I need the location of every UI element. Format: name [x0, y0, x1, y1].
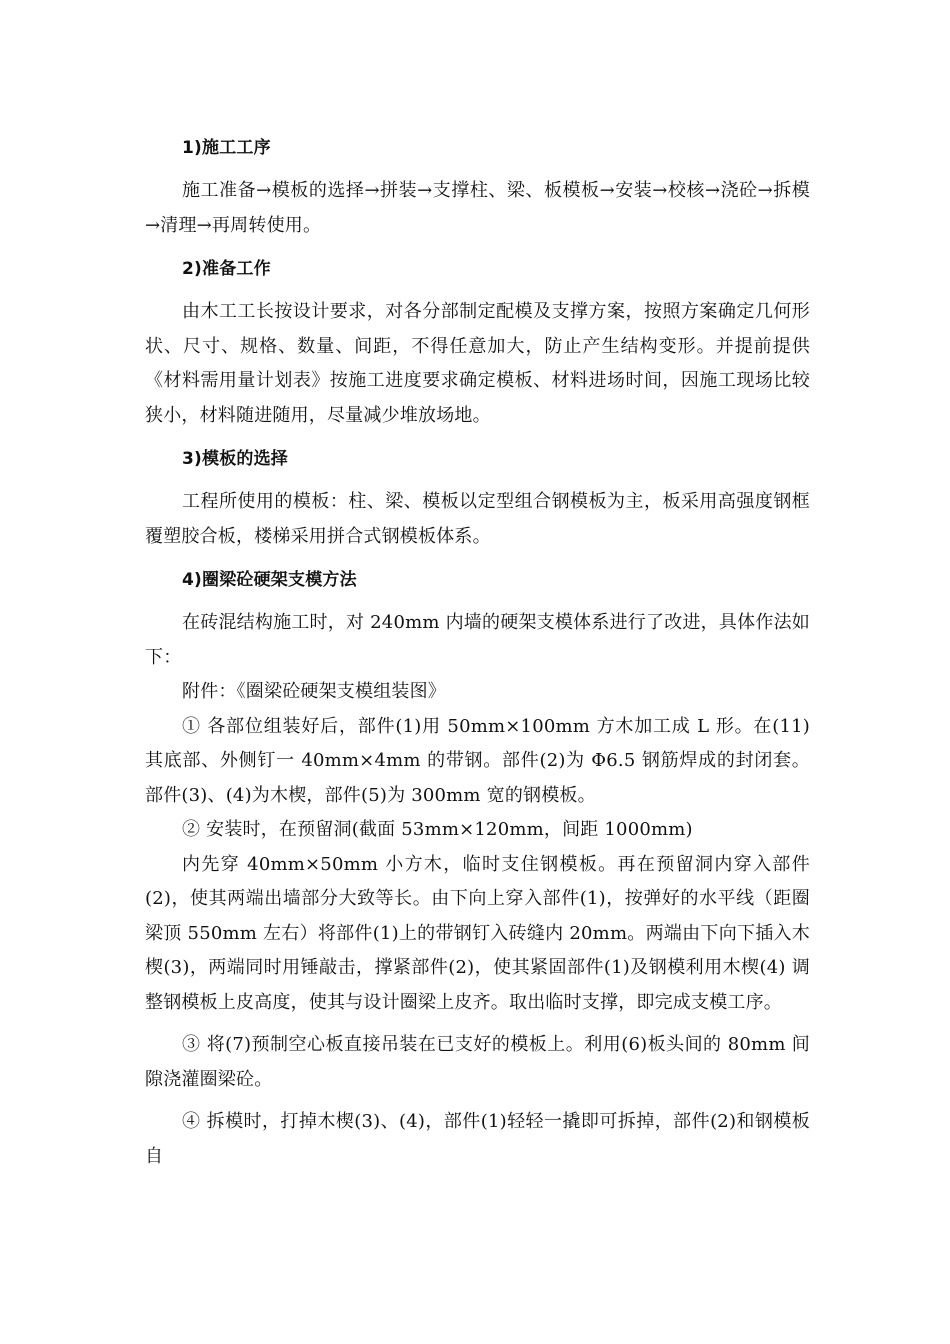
- paragraph-step-2-detail: 内先穿 40mm×50mm 小方木，临时支住钢模板。再在预留洞内穿入部件(2)，使其两端出墙部分大致等长。由下向上穿入部件(1)，按弹好的水平线（距圈梁顶 550mm 左右）将部件(1)上的带钢钉入砖缝内 20mm。两端由下向下插入木楔(3)，两端同时用锤敲击，撑紧部件(2)，使其紧固部件(1)及钢模利用木楔(4) 调整钢模板上皮高度，使其与设计圈梁上皮齐。取出临时支撑，即完成支模工序。: [145, 853, 810, 1013]
- paragraph-attachment: 附件：《圈梁砼硬架支模组装图》: [182, 681, 446, 702]
- paragraph-step-3: ③ 将(7)预制空心板直接吊装在已支好的模板上。利用(6)板头间的 80mm 间隙浇灌圈梁砼。: [145, 1034, 810, 1090]
- paragraph-construction-sequence: 施工准备→模板的选择→拼装→支撑柱、梁、板模板→安装→校核→浇砼→拆模→清理→再周转使用。: [145, 180, 810, 236]
- section-heading-3: 3)模板的选择: [182, 449, 288, 469]
- section-heading-2: 2)准备工作: [182, 259, 271, 279]
- paragraph-step-1: ① 各部位组装好后，部件(1)用 50mm×100mm 方木加工成 L 形。在(11)其底部、外侧钉一 40mm×4mm 的带钢。部件(2)为 Φ6.5 钢筋焊成的封闭套。部件(3)、(4)为木楔，部件(5)为 300mm 宽的钢模板。: [145, 715, 810, 806]
- document-body: [145, 130, 810, 1174]
- paragraph-step-4: ④ 拆模时，打掉木楔(3)、(4)，部件(1)轻轻一撬即可拆掉，部件(2)和钢模板自: [145, 1111, 810, 1167]
- section-heading-1: 1)施工工序: [182, 138, 271, 158]
- section-heading-4: 4)圈梁砼硬架支模方法: [182, 570, 357, 590]
- paragraph-step-2: ② 安装时，在预留洞(截面 53mm×120mm，间距 1000mm): [182, 819, 693, 840]
- paragraph-ring-beam-intro: 在砖混结构施工时，对 240mm 内墙的硬架支模体系进行了改进，具体作法如下：: [145, 612, 810, 668]
- paragraph-preparation: 由木工工长按设计要求，对各分部制定配模及支撑方案，按照方案确定几何形状、尺寸、规格、数量、间距，不得任意加大，防止产生结构变形。并提前提供《材料需用量计划表》按施工进度要求确定模板、材料进场时间，因施工现场比较狭小，材料随进随用，尽量减少堆放场地。: [145, 301, 810, 426]
- paragraph-formwork-selection: 工程所使用的模板：柱、梁、模板以定型组合钢模板为主，板采用高强度钢框覆塑胶合板，楼梯采用拼合式钢模板体系。: [145, 491, 810, 547]
